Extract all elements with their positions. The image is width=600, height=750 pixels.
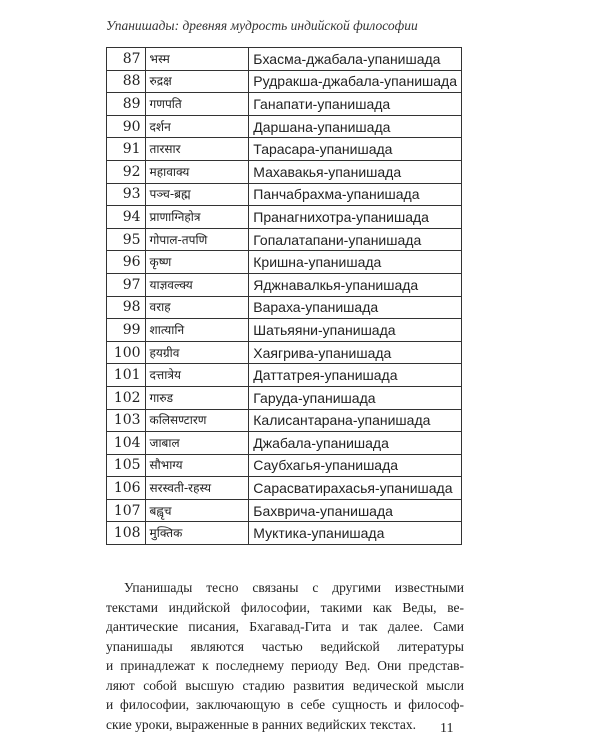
upanishad-number: 98 (107, 296, 146, 319)
upanishad-number: 107 (107, 499, 146, 522)
russian-name: Сарасватирахасья-упанишада (249, 477, 462, 500)
devanagari-name: वराह (145, 296, 249, 319)
table-row (107, 115, 462, 138)
devanagari-name: बह्वृच (145, 499, 249, 522)
russian-name: Гаруда-упанишада (249, 386, 462, 409)
paragraph-line: и философии, заключающую в себе сущность и философ- (106, 697, 464, 712)
table-row (107, 341, 462, 364)
devanagari-name: जाबाल (145, 432, 249, 455)
devanagari-name: कलिसण्टारण (145, 409, 249, 432)
russian-name: Яджнавалкья-упанишада (249, 273, 462, 296)
devanagari-name: गणपति (145, 93, 249, 116)
upanishad-number: 103 (107, 409, 146, 432)
upanishad-number: 105 (107, 454, 146, 477)
upanishad-number: 102 (107, 386, 146, 409)
upanishad-number: 91 (107, 138, 146, 161)
devanagari-name: कृष्ण (145, 251, 249, 274)
russian-name: Панчабрахма-упанишада (249, 183, 462, 206)
russian-name: Бхасма-джабала-упанишада (249, 48, 462, 71)
devanagari-name: गोपाल-तपणि (145, 228, 249, 251)
table-row (107, 522, 462, 545)
upanishad-number: 104 (107, 432, 146, 455)
devanagari-name: दर्शन (145, 115, 249, 138)
table-row (107, 499, 462, 522)
devanagari-name: सौभाग्य (145, 454, 249, 477)
devanagari-name: महावाक्य (145, 160, 249, 183)
body-paragraph (106, 578, 464, 734)
table-row (107, 160, 462, 183)
paragraph-line: ляют собой высшую стадию развития ведической мысли (106, 677, 464, 693)
paragraph-line: упанишады являются частью ведийской литературы (106, 638, 464, 654)
devanagari-name: शात्यानि (145, 319, 249, 342)
table-row (107, 454, 462, 477)
upanishad-number: 93 (107, 183, 146, 206)
table-row (107, 432, 462, 455)
russian-name: Вараха-упанишада (249, 296, 462, 319)
table-row (107, 93, 462, 116)
upanishad-number: 89 (107, 93, 146, 116)
table-row (107, 228, 462, 251)
upanishad-number: 106 (107, 477, 146, 500)
upanishad-number: 94 (107, 206, 146, 229)
paragraph-line: дантические писания, Бхагавад-Гита и так далее. Сами (106, 619, 464, 634)
page-number: 11 (440, 721, 454, 736)
upanishad-number: 96 (107, 251, 146, 274)
table-row (107, 138, 462, 161)
upanishad-number: 95 (107, 228, 146, 251)
upanishad-number: 108 (107, 522, 146, 545)
russian-name: Саубхагья-упанишада (249, 454, 462, 477)
table-row (107, 273, 462, 296)
upanishad-number: 101 (107, 364, 146, 387)
paragraph-line: ские уроки, выраженные в ранних ведийских текстах. (106, 716, 417, 732)
devanagari-name: याज्ञवल्क्य (145, 273, 249, 296)
table-row (107, 48, 462, 71)
upanishad-number: 87 (107, 48, 146, 71)
table-row (107, 319, 462, 342)
russian-name: Муктика-упанишада (249, 522, 462, 545)
table-row (107, 477, 462, 500)
devanagari-name: प्राणाग्निहोत्र (145, 206, 249, 229)
russian-name: Джабала-упанишада (249, 432, 462, 455)
devanagari-name: मुक्तिक (145, 522, 249, 545)
upanishad-number: 90 (107, 115, 146, 138)
table-row (107, 296, 462, 319)
devanagari-name: पञ्च-ब्रह्म (145, 183, 249, 206)
upanishad-number: 99 (107, 319, 146, 342)
russian-name: Бахврича-упанишада (249, 499, 462, 522)
upanishad-number: 100 (107, 341, 146, 364)
devanagari-name: रुद्रक्ष (145, 70, 249, 93)
russian-name: Пранагнихотра-упанишада (249, 206, 462, 229)
russian-name: Даттатрея-упанишада (249, 364, 462, 387)
russian-name: Гопалатапани-упанишада (249, 228, 462, 251)
russian-name: Калисантарана-упанишада (249, 409, 462, 432)
upanishad-number: 92 (107, 160, 146, 183)
devanagari-name: भस्म (145, 48, 249, 71)
russian-name: Тарасара-упанишада (249, 138, 462, 161)
devanagari-name: दत्तात्रेय (145, 364, 249, 387)
devanagari-name: गारुड (145, 386, 249, 409)
paragraph-line: Упанишады тесно связаны с другими известными (124, 580, 464, 595)
table-row (107, 183, 462, 206)
upanishad-number: 88 (107, 70, 146, 93)
running-header: Упанишады: древняя мудрость индийской философии (106, 18, 418, 33)
russian-name: Кришна-упанишада (249, 251, 462, 274)
table-row (107, 364, 462, 387)
russian-name: Даршана-упанишада (249, 115, 462, 138)
paragraph-line: текстами индийской философии, такими как Веды, ве- (106, 599, 464, 615)
russian-name: Ганапати-упанишада (249, 93, 462, 116)
table-row (107, 409, 462, 432)
table-row (107, 251, 462, 274)
table-row (107, 206, 462, 229)
upanishads-table (106, 47, 462, 545)
table-body (107, 48, 462, 545)
paragraph-line: и принадлежат к последнему периоду Вед. Они представ- (106, 658, 464, 673)
upanishad-number: 97 (107, 273, 146, 296)
russian-name: Рудракша-джабала-упанишада (249, 70, 462, 93)
devanagari-name: सरस्वती-रहस्य (145, 477, 249, 500)
table-row (107, 386, 462, 409)
russian-name: Шатьяяни-упанишада (249, 319, 462, 342)
russian-name: Махавакья-упанишада (249, 160, 462, 183)
devanagari-name: हयग्रीव (145, 341, 249, 364)
devanagari-name: तारसार (145, 138, 249, 161)
table-row (107, 70, 462, 93)
russian-name: Хаягрива-упанишада (249, 341, 462, 364)
